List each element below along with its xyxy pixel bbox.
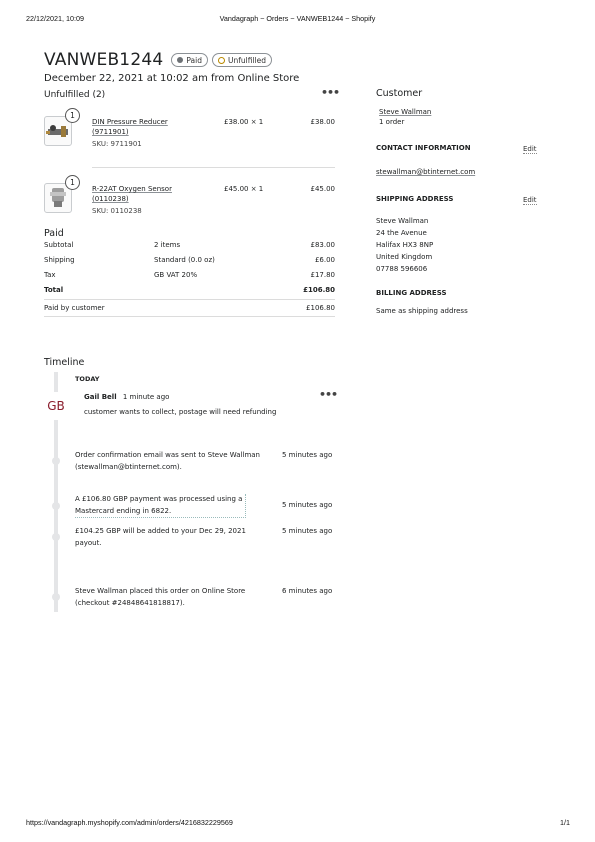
unfulfilled-dot-icon <box>218 57 225 64</box>
event-text: £104.25 GBP will be added to your Dec 29, 2021 <box>75 527 246 535</box>
item-2-name[interactable]: R-22AT Oxygen Sensor <box>92 185 172 193</box>
shipping-edit-button[interactable]: Edit <box>523 196 537 204</box>
customer-email-link[interactable]: stewallman@btinternet.com <box>376 168 476 176</box>
avatar: GB <box>42 392 70 420</box>
item-1-name[interactable]: DIN Pressure Reducer <box>92 118 168 126</box>
event-text: (checkout #24848641818817). <box>75 598 185 607</box>
shipping-address <box>376 215 433 275</box>
customer-summary <box>379 107 431 127</box>
timeline-event-dot <box>52 457 60 465</box>
payment-label: Tax <box>44 271 56 279</box>
payment-title: Paid <box>44 228 64 239</box>
payment-total-label: Total <box>44 286 64 294</box>
shipping-line: Steve Wallman <box>376 217 429 225</box>
payment-row-shipping <box>44 255 335 270</box>
fulfillment-title: Unfulfilled (2) <box>44 90 106 100</box>
billing-text: Same as shipping address <box>376 307 468 315</box>
event-time: 5 minutes ago <box>282 451 333 459</box>
event-text: A £106.80 GBP payment was processed using a <box>75 495 243 503</box>
timeline-event-dot <box>52 533 60 541</box>
item-1-total: £38.00 <box>310 118 335 126</box>
item-1-qty-badge: 1 <box>65 108 80 123</box>
payment-divider <box>44 316 335 317</box>
item-2-code[interactable]: (0110238) <box>92 195 129 203</box>
comment-meta <box>84 392 169 402</box>
event-time: 6 minutes ago <box>282 587 333 595</box>
order-subtitle: December 22, 2021 at 10:02 am from Online Store <box>44 73 300 84</box>
paid-dot-icon <box>177 57 183 63</box>
paid-by-value: £106.80 <box>306 304 335 312</box>
timeline-event <box>75 586 245 609</box>
item-2-sku: SKU: 0110238 <box>92 207 142 215</box>
paid-by-label: Paid by customer <box>44 304 105 312</box>
item-2-info <box>92 184 172 216</box>
timeline-event-dot <box>52 502 60 510</box>
event-time: 5 minutes ago <box>282 501 333 509</box>
item-1-unit: £38.00 × 1 <box>224 118 264 126</box>
print-page-number: 1/1 <box>560 818 570 827</box>
payment-total-value: £106.80 <box>303 286 335 294</box>
paid-badge-label: Paid <box>186 55 203 65</box>
event-text: Order confirmation email was sent to Steve Wallman <box>75 451 260 459</box>
print-url: https://vandagraph.myshopify.com/admin/orders/4216832229569 <box>26 818 233 827</box>
timeline-event <box>75 450 260 473</box>
comment-text: customer wants to collect, postage will need refunding <box>84 408 277 416</box>
payment-row-paid-by <box>44 300 335 316</box>
customer-title: Customer <box>376 88 423 99</box>
payment-value: £17.80 <box>310 271 335 279</box>
item-2-total: £45.00 <box>310 185 335 193</box>
comment-time: 1 minute ago <box>122 393 170 401</box>
timeline-event <box>75 526 246 549</box>
timeline-title: Timeline <box>44 357 85 368</box>
event-text: Steve Wallman placed this order on Online Store <box>75 587 246 595</box>
customer-name-link[interactable]: Steve Wallman <box>379 108 432 116</box>
item-divider <box>92 167 335 168</box>
item-2-unit: £45.00 × 1 <box>224 185 264 193</box>
comment-more-icon[interactable]: ••• <box>319 388 338 401</box>
item-2-qty-badge: 1 <box>65 175 80 190</box>
order-id: VANWEB1244 <box>44 50 164 70</box>
payment-row-subtotal <box>44 240 335 255</box>
print-datetime: 22/12/2021, 10:09 <box>26 14 84 23</box>
timeline-event[interactable] <box>75 494 246 518</box>
order-header <box>44 50 272 70</box>
shipping-line: United Kingdom <box>376 253 433 261</box>
event-text: Mastercard ending in 6822. <box>75 506 172 515</box>
contact-title: CONTACT INFORMATION <box>376 144 471 152</box>
payment-summary <box>44 240 335 317</box>
event-text: payout. <box>75 538 102 547</box>
more-horizontal-icon[interactable]: ••• <box>321 86 340 99</box>
event-time: 5 minutes ago <box>282 527 333 535</box>
item-1-info <box>92 117 168 149</box>
item-1-sku: SKU: 9711901 <box>92 140 142 148</box>
customer-orders: 1 order <box>379 118 405 126</box>
payment-row-tax <box>44 270 335 285</box>
payment-label: Shipping <box>44 256 75 264</box>
event-text: (stewallman@btinternet.com). <box>75 462 182 471</box>
payment-value: £83.00 <box>310 241 335 249</box>
payment-detail: Standard (0.0 oz) <box>154 256 215 264</box>
item-1-code[interactable]: (9711901) <box>92 128 129 136</box>
unfulfilled-badge <box>212 53 272 67</box>
comment-author: Gail Bell <box>84 393 117 401</box>
payment-detail: GB VAT 20% <box>154 271 198 279</box>
shipping-line: 07788 596606 <box>376 265 428 273</box>
timeline-today: TODAY <box>75 375 100 383</box>
shipping-line: 24 the Avenue <box>376 229 427 237</box>
payment-row-total <box>44 285 335 299</box>
contact-edit-button[interactable]: Edit <box>523 145 537 153</box>
payment-detail: 2 items <box>154 241 181 249</box>
shipping-line: Halifax HX3 8NP <box>376 241 434 249</box>
timeline-event-dot <box>52 593 60 601</box>
billing-title: BILLING ADDRESS <box>376 289 447 297</box>
payment-label: Subtotal <box>44 241 74 249</box>
paid-badge <box>171 53 208 67</box>
payment-value: £6.00 <box>314 256 335 264</box>
shipping-title: SHIPPING ADDRESS <box>376 195 454 203</box>
unfulfilled-badge-label: Unfulfilled <box>228 55 267 65</box>
print-title: Vandagraph ~ Orders ~ VANWEB1244 ~ Shopify <box>219 14 376 23</box>
